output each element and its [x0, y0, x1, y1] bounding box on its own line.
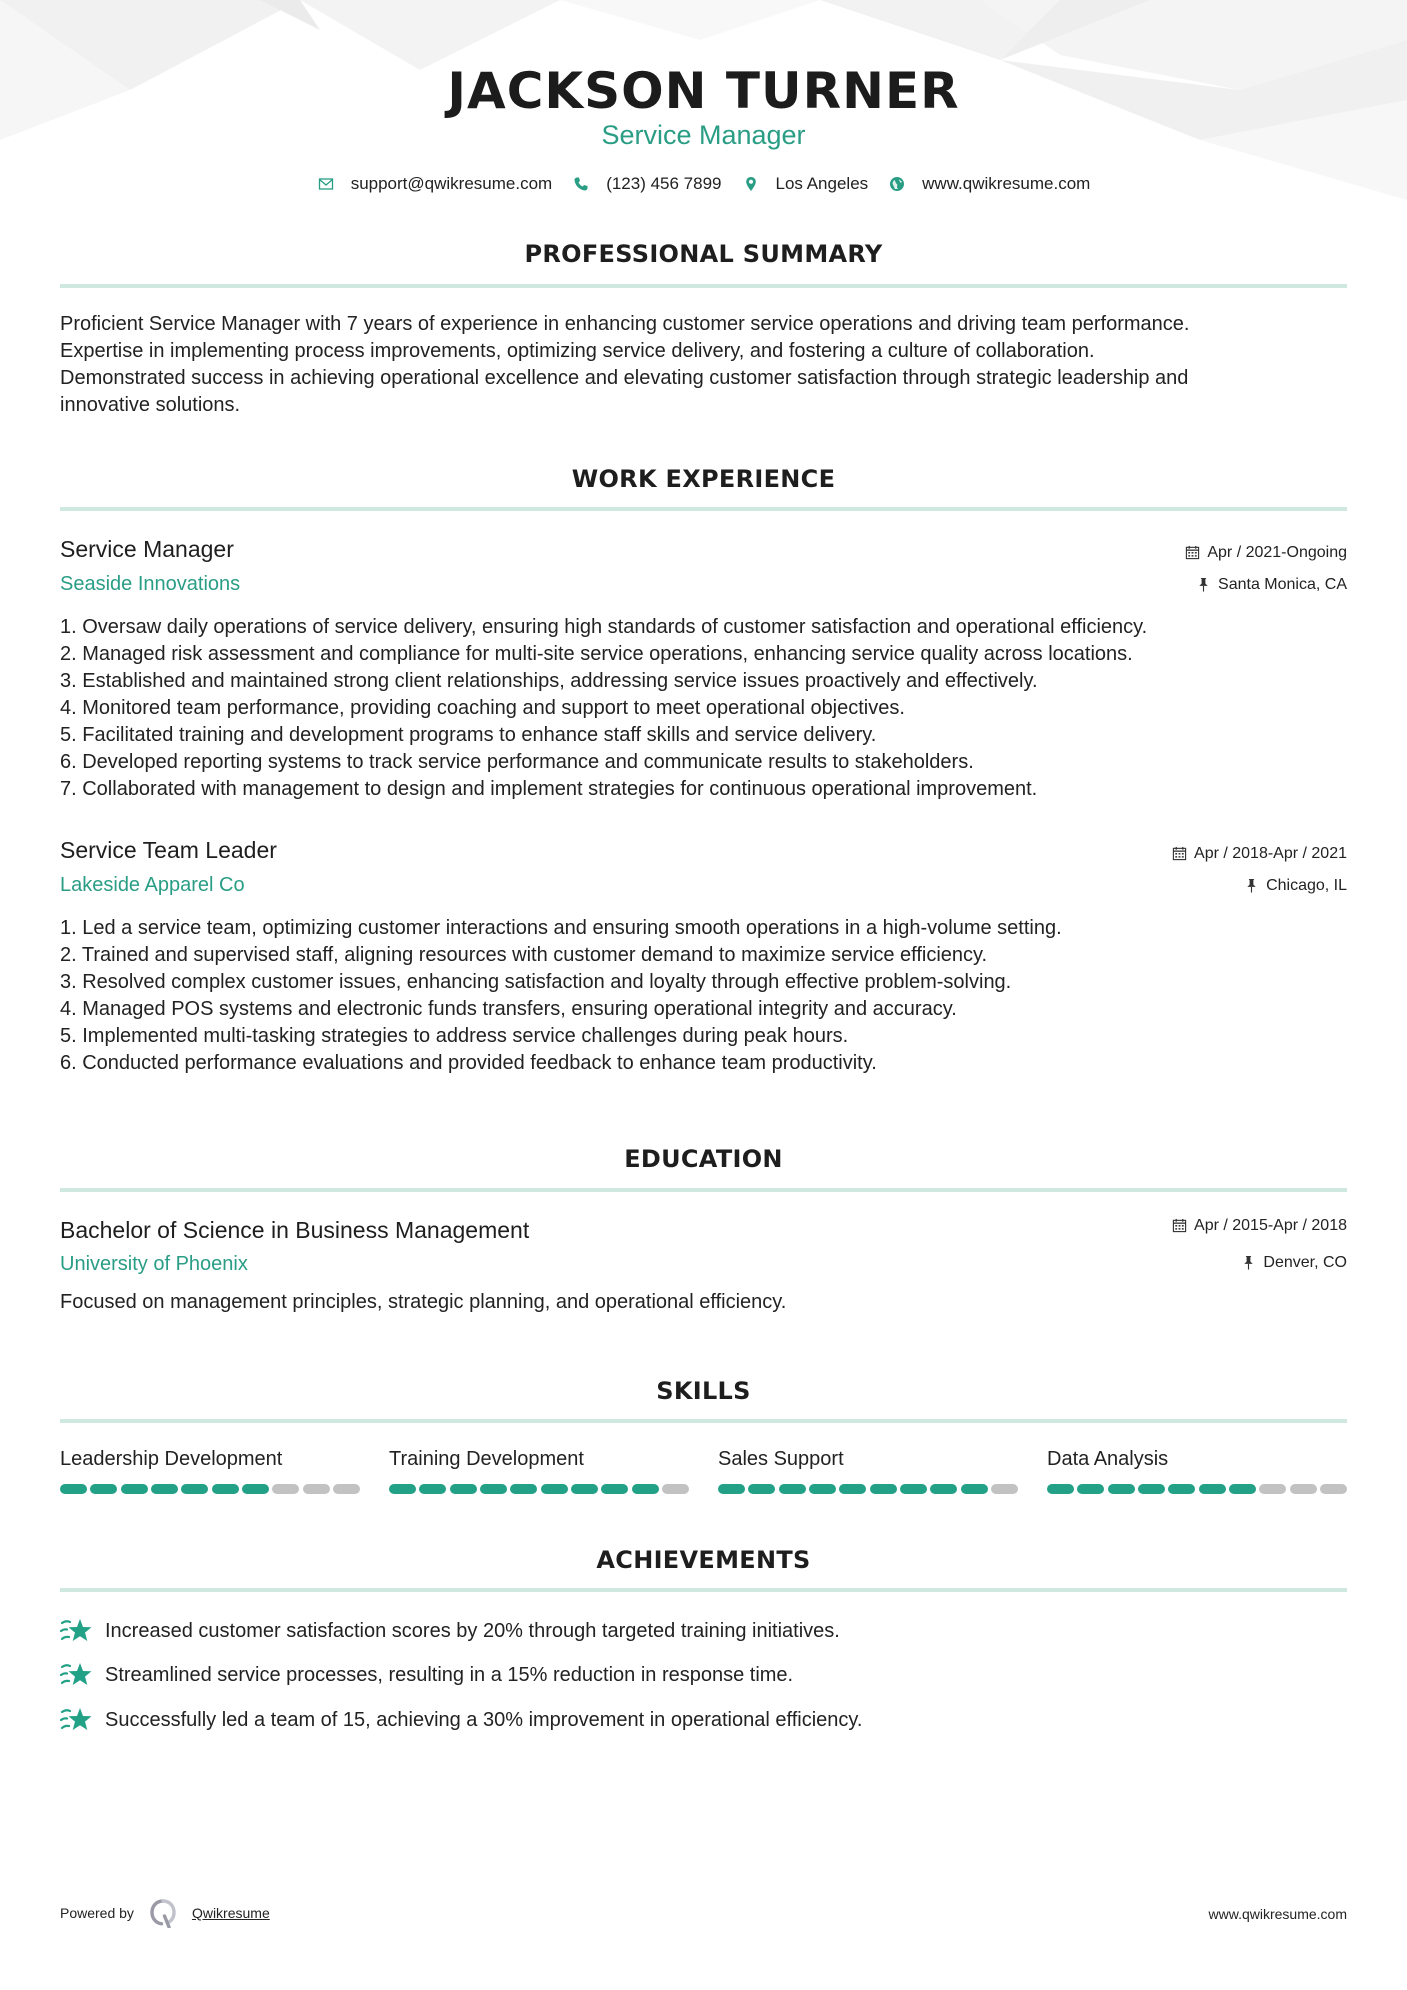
achievement-item: [60, 1616, 840, 1646]
skill-segment-filled: [90, 1484, 117, 1494]
achievements-heading: ACHIEVEMENTS: [596, 1546, 811, 1574]
skill-segment-filled: [212, 1484, 239, 1494]
skill-level-bar: [389, 1484, 689, 1494]
skill-name: Training Development: [389, 1448, 584, 1470]
bullet-item: 6. Developed reporting systems to track service performance and communicate results to stakeholders.: [60, 751, 974, 773]
skill-segment-filled: [632, 1484, 659, 1494]
skill-segment-filled: [1138, 1484, 1165, 1494]
education-heading: EDUCATION: [624, 1145, 783, 1173]
shooting-star-icon: [60, 1660, 94, 1690]
globe-icon: [888, 175, 906, 193]
skill-item: [60, 1446, 360, 1494]
skill-segment-filled: [809, 1484, 836, 1494]
skill-segment-filled: [571, 1484, 598, 1494]
bullet-item: 1. Oversaw daily operations of service delivery, ensuring high standards of customer satisfaction and operational efficiency.: [60, 616, 1148, 638]
job-bullets: [60, 614, 1350, 803]
skill-segment-empty: [272, 1484, 299, 1494]
bullet-item: 2. Trained and supervised staff, aligning resources with customer demand to maximize service efficiency.: [60, 944, 988, 966]
envelope-icon: [317, 175, 335, 193]
skill-segment-empty: [333, 1484, 360, 1494]
summary-text: [60, 311, 1350, 419]
email-text: support@qwikresume.com: [350, 174, 553, 193]
qwikresume-logo-icon: [148, 1898, 178, 1928]
skill-segment-filled: [601, 1484, 628, 1494]
skills-list: [60, 1446, 1347, 1494]
skill-segment-empty: [1320, 1484, 1347, 1494]
skill-segment-filled: [242, 1484, 269, 1494]
candidate-title: Service Manager: [601, 120, 806, 150]
contact-location: [742, 174, 869, 194]
bullet-item: 6. Conducted performance evaluations and provided feedback to enhance team productivity.: [60, 1052, 877, 1074]
pushpin-icon: [1244, 878, 1260, 894]
skill-segment-filled: [480, 1484, 507, 1494]
job-location: [1244, 877, 1347, 895]
footer-website[interactable]: www.qwikresume.com: [1208, 1906, 1347, 1922]
skill-segment-filled: [718, 1484, 745, 1494]
skill-segment-filled: [839, 1484, 866, 1494]
job-dates: [1185, 544, 1347, 562]
education-dates-text: Apr / 2015-Apr / 2018: [1194, 1217, 1347, 1234]
website-text: www.qwikresume.com: [922, 174, 1091, 193]
skill-segment-filled: [961, 1484, 988, 1494]
job-company: Seaside Innovations: [60, 573, 241, 595]
education-location-text: Denver, CO: [1263, 1254, 1347, 1271]
skill-segment-empty: [1259, 1484, 1286, 1494]
achievement-text: Streamlined service processes, resulting in a 15% reduction in response time.: [105, 1663, 794, 1686]
job-company: Lakeside Apparel Co: [60, 874, 245, 896]
job-title: Service Manager: [60, 536, 234, 562]
achievement-text: Successfully led a team of 15, achieving a 30% improvement in operational efficiency.: [105, 1708, 863, 1731]
achievement-text: Increased customer satisfaction scores by 20% through targeted training initiatives.: [105, 1619, 840, 1642]
skill-item: [1047, 1446, 1347, 1494]
skill-item: [718, 1446, 1018, 1494]
education-dates: [1172, 1217, 1347, 1235]
skill-segment-filled: [510, 1484, 537, 1494]
bullet-item: 3. Established and maintained strong client relationships, addressing service issues proactively and effectively.: [60, 670, 1038, 692]
school-name: University of Phoenix: [60, 1253, 248, 1275]
footer-powered-by: [60, 1898, 270, 1928]
summary-line: Demonstrated success in achieving operational excellence and elevating customer satisfaction through strategic leadership and: [60, 367, 1189, 389]
degree-title: Bachelor of Science in Business Management: [60, 1217, 530, 1243]
skill-segment-empty: [1290, 1484, 1317, 1494]
job-location-text: Santa Monica, CA: [1218, 576, 1347, 593]
education-divider: [60, 1188, 1347, 1192]
bullet-item: 4. Managed POS systems and electronic funds transfers, ensuring operational integrity and accuracy.: [60, 998, 957, 1020]
job-dates: [1172, 845, 1347, 863]
contact-email[interactable]: [317, 174, 553, 194]
contact-row: [0, 172, 1407, 196]
job-bullets: [60, 915, 1350, 1077]
skill-level-bar: [718, 1484, 1018, 1494]
phone-icon: [572, 175, 590, 193]
skills-heading: SKILLS: [656, 1377, 751, 1405]
skill-segment-filled: [779, 1484, 806, 1494]
calendar-icon: [1172, 846, 1188, 862]
bullet-item: 2. Managed risk assessment and compliance for multi-site service operations, enhancing service quality across locations.: [60, 643, 1133, 665]
contact-phone[interactable]: [572, 174, 721, 194]
job-title: Service Team Leader: [60, 837, 277, 863]
skill-segment-filled: [1168, 1484, 1195, 1494]
skill-segment-filled: [1077, 1484, 1104, 1494]
job-dates-text: Apr / 2021-Ongoing: [1207, 544, 1347, 561]
skill-segment-filled: [1108, 1484, 1135, 1494]
skill-segment-filled: [181, 1484, 208, 1494]
qwikresume-link[interactable]: Qwikresume: [191, 1905, 270, 1921]
skill-segment-filled: [1229, 1484, 1256, 1494]
skill-segment-filled: [389, 1484, 416, 1494]
skill-name: Leadership Development: [60, 1448, 283, 1470]
skill-segment-empty: [662, 1484, 689, 1494]
bullet-item: 5. Implemented multi-tasking strategies to address service challenges during peak hours.: [60, 1025, 849, 1047]
skill-item: [389, 1446, 689, 1494]
summary-line: Proficient Service Manager with 7 years of experience in enhancing customer service operations and driving team performance.: [60, 313, 1190, 335]
candidate-name: JACKSON TURNER: [447, 62, 960, 120]
skill-segment-filled: [930, 1484, 957, 1494]
education-description: Focused on management principles, strategic planning, and operational efficiency.: [60, 1291, 787, 1313]
summary-line: innovative solutions.: [60, 394, 241, 416]
education-location: [1241, 1254, 1347, 1272]
contact-website[interactable]: [888, 174, 1090, 194]
skill-segment-filled: [1199, 1484, 1226, 1494]
skill-segment-filled: [900, 1484, 927, 1494]
skill-level-bar: [1047, 1484, 1347, 1494]
skill-level-bar: [60, 1484, 360, 1494]
powered-by-label: Powered by: [60, 1905, 134, 1921]
calendar-icon: [1185, 545, 1201, 561]
calendar-icon: [1172, 1218, 1188, 1234]
shooting-star-icon: [60, 1616, 94, 1646]
map-marker-icon: [742, 175, 760, 193]
job-location: [1196, 576, 1347, 594]
bullet-item: 5. Facilitated training and development programs to enhance staff skills and service delivery.: [60, 724, 877, 746]
experience-divider: [60, 507, 1347, 511]
job-location-text: Chicago, IL: [1266, 877, 1347, 894]
skill-name: Sales Support: [718, 1448, 844, 1470]
location-text: Los Angeles: [775, 174, 869, 193]
skill-segment-filled: [541, 1484, 568, 1494]
skill-segment-filled: [121, 1484, 148, 1494]
bullet-item: 1. Led a service team, optimizing customer interactions and ensuring smooth operations in a high-volume setting.: [60, 917, 1062, 939]
skill-segment-filled: [1047, 1484, 1074, 1494]
skill-segment-empty: [991, 1484, 1018, 1494]
skill-segment-empty: [303, 1484, 330, 1494]
achievement-item: [60, 1660, 793, 1690]
skill-name: Data Analysis: [1047, 1448, 1169, 1470]
skill-segment-filled: [419, 1484, 446, 1494]
pushpin-icon: [1241, 1255, 1257, 1271]
job-dates-text: Apr / 2018-Apr / 2021: [1194, 845, 1347, 862]
summary-divider: [60, 284, 1347, 288]
achievement-item: [60, 1705, 862, 1735]
achievements-divider: [60, 1588, 1347, 1592]
phone-text: (123) 456 7899: [606, 174, 722, 193]
skill-segment-filled: [450, 1484, 477, 1494]
shooting-star-icon: [60, 1705, 94, 1735]
summary-heading: PROFESSIONAL SUMMARY: [524, 240, 883, 268]
skill-segment-filled: [748, 1484, 775, 1494]
bullet-item: 4. Monitored team performance, providing coaching and support to meet operational objectives.: [60, 697, 905, 719]
summary-line: Expertise in implementing process improvements, optimizing service delivery, and fostering a culture of collaboration.: [60, 340, 1095, 362]
skills-divider: [60, 1419, 1347, 1423]
bullet-item: 7. Collaborated with management to design and implement strategies for continuous operational improvement.: [60, 778, 1038, 800]
pushpin-icon: [1196, 577, 1212, 593]
experience-heading: WORK EXPERIENCE: [571, 465, 836, 493]
skill-segment-filled: [60, 1484, 87, 1494]
skill-segment-filled: [151, 1484, 178, 1494]
skill-segment-filled: [870, 1484, 897, 1494]
bullet-item: 3. Resolved complex customer issues, enhancing satisfaction and loyalty through effective problem-solving.: [60, 971, 1012, 993]
